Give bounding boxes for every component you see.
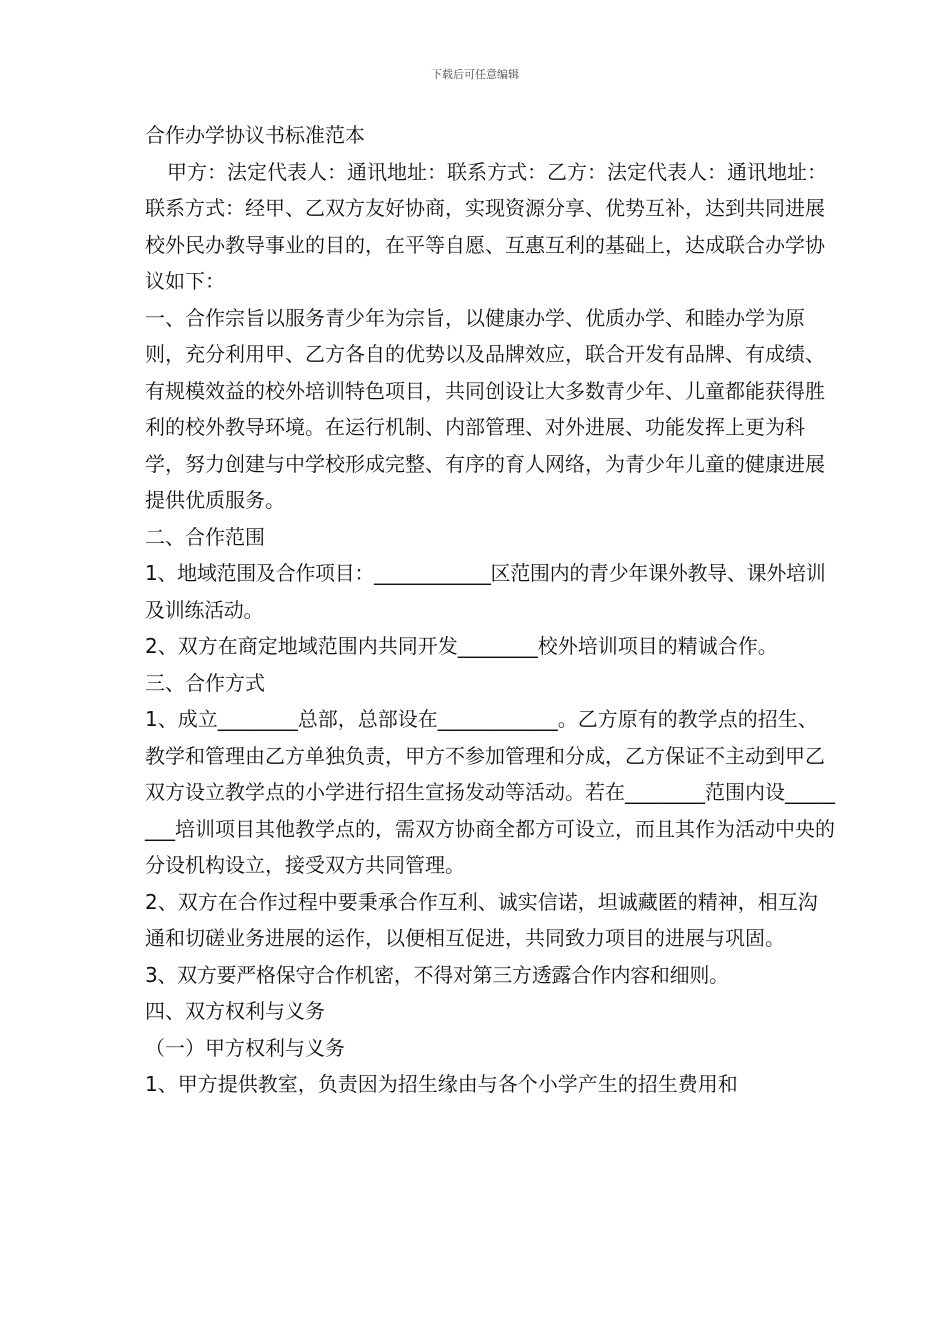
paragraph-method-2: 2、双方在合作过程中要秉承合作互利、诚实信诺，坦诚藏匿的精神，相互沟通和切磋业务进展的运作，以便相互促进，共同致力项目的进展与巩固。 bbox=[145, 889, 818, 950]
paragraph-scope-1: 1、地域范围及合作项目：____________区范围内的青少年课外教导、课外培训及训练活动。 bbox=[145, 561, 826, 622]
subsection-heading-party-a: （一）甲方权利与义务 bbox=[145, 1035, 345, 1060]
document-body bbox=[145, 117, 835, 1103]
paragraph-scope-2: 2、双方在商定地域范围内共同开发________校外培训项目的精诚合作。 bbox=[145, 634, 778, 658]
paragraph-method-1: 1、成立________总部，总部设在____________。乙方原有的教学点的招生、教学和管理由乙方单独负责，甲方不参加管理和分成，乙方保证不主动到甲乙双方设立教学点的小学进行招生宣扬发动等活动。若在________范围内设________培训项目其他教学点的，需双方协商全都方可设立，而且其作为活动中央的分设机构设立，接受双方共同管理。 bbox=[145, 707, 835, 877]
section-heading-method: 三、合作方式 bbox=[145, 670, 265, 695]
paragraph-party-a-1: 1、甲方提供教室，负责因为招生缘由与各个小学产生的招生费用和 bbox=[145, 1072, 738, 1096]
page-header-note: 下载后可任意编辑 bbox=[431, 68, 519, 81]
paragraph-purpose: 一、合作宗旨以服务青少年为宗旨，以健康办学、优质办学、和睦办学为原则，充分利用甲、乙方各自的优势以及品牌效应，联合开发有品牌、有成绩、有规模效益的校外培训特色项目，共同创设让大多数青少年、儿童都能获得胜利的校外教导环境。在运行机制、内部管理、对外进展、功能发挥上更为科学，努力创建与中学校形成完整、有序的育人网络，为青少年儿童的健康进展提供优质服务。 bbox=[145, 305, 825, 512]
section-heading-scope: 二、合作范围 bbox=[145, 524, 265, 549]
paragraph-method-3: 3、双方要严格保守合作机密，不得对第三方透露合作内容和细则。 bbox=[145, 962, 729, 987]
section-heading-rights: 四、双方权利与义务 bbox=[145, 999, 325, 1023]
paragraph-parties: 甲方：法定代表人：通讯地址：联系方式：乙方：法定代表人：通讯地址：联系方式：经甲、乙双方友好协商，实现资源分享、优势互补，达到共同进展校外民办教导事业的目的，在平等自愿、互惠互利的基础上，达成联合办学协议如下： bbox=[145, 159, 827, 293]
document-title: 合作办学协议书标准范本 bbox=[145, 123, 365, 147]
